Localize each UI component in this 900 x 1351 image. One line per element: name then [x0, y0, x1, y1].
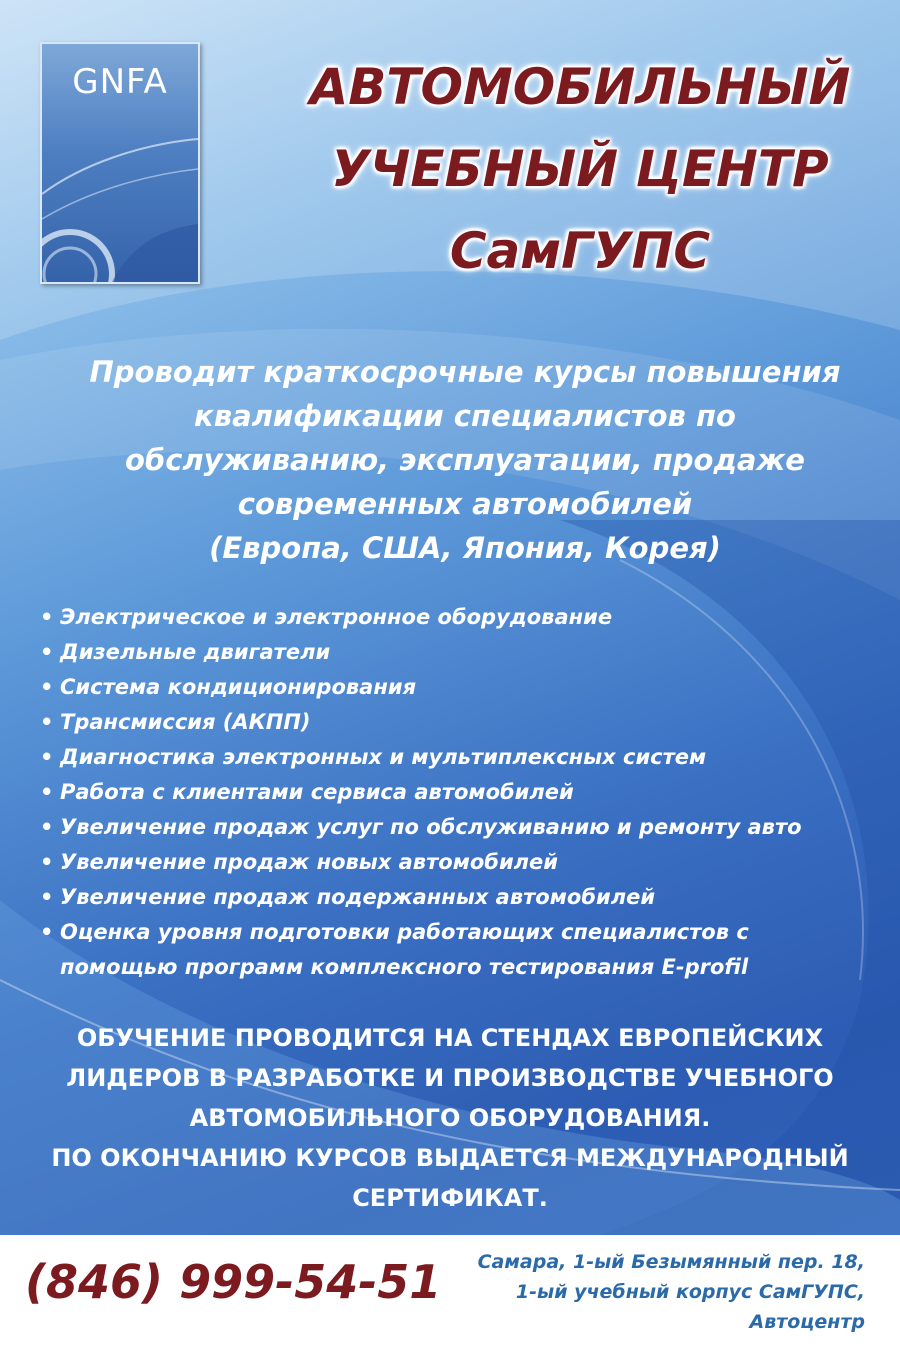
- training-line: СЕРТИФИКАТ.: [352, 1184, 548, 1212]
- list-item-label: Увеличение продаж новых автомобилей: [60, 850, 559, 874]
- list-item: [40, 915, 890, 985]
- address-line: 1-ый учебный корпус СамГУПС,: [515, 1281, 865, 1303]
- training-line: АВТОМОБИЛЬНОГО ОБОРУДОВАНИЯ.: [189, 1104, 711, 1132]
- bullet-icon: •: [40, 920, 54, 944]
- course-list: [40, 600, 890, 985]
- logo-text: GNFA: [72, 62, 168, 102]
- title-line-2: УЧЕБНЫЙ ЦЕНТР: [331, 140, 829, 198]
- list-item-label: Работа с клиентами сервиса автомобилей: [60, 780, 574, 804]
- bullet-icon: •: [40, 675, 54, 699]
- bullet-icon: •: [40, 850, 54, 874]
- intro-line: (Европа, США, Япония, Корея): [209, 531, 721, 565]
- address: [478, 1247, 865, 1337]
- gnfa-logo: [40, 42, 200, 284]
- list-item-label: Система кондиционирования: [60, 675, 417, 699]
- list-item-label: Оценка уровня подготовки работающих специалистов с помощью программ комплексного тестирования E-profil: [60, 920, 749, 979]
- training-notice: [0, 1018, 900, 1218]
- list-item-label: Трансмиссия (АКПП): [60, 710, 311, 734]
- list-item: [40, 705, 890, 740]
- list-item: [40, 845, 890, 880]
- intro-line: Проводит краткосрочные курсы повышения: [89, 355, 841, 389]
- title-line-1: АВТОМОБИЛЬНЫЙ: [309, 58, 851, 116]
- bullet-icon: •: [40, 605, 54, 629]
- address-line: Самара, 1-ый Безымянный пер. 18,: [477, 1251, 865, 1273]
- list-item: [40, 600, 890, 635]
- training-line: ПО ОКОНЧАНИЮ КУРСОВ ВЫДАЕТСЯ МЕЖДУНАРОДНЫЙ: [51, 1144, 849, 1172]
- footer: [0, 1235, 900, 1351]
- title-line-3: СамГУПС: [449, 222, 711, 280]
- list-item-label: Увеличение продаж подержанных автомобилей: [60, 885, 656, 909]
- address-line: Автоцентр: [749, 1311, 865, 1333]
- training-line: ОБУЧЕНИЕ ПРОВОДИТСЯ НА СТЕНДАХ ЕВРОПЕЙСКИХ: [76, 1024, 824, 1052]
- list-item: [40, 635, 890, 670]
- bullet-icon: •: [40, 815, 54, 839]
- list-item: [40, 740, 890, 775]
- list-item: [40, 670, 890, 705]
- bullet-icon: •: [40, 885, 54, 909]
- bullet-icon: •: [40, 780, 54, 804]
- bullet-icon: •: [40, 710, 54, 734]
- list-item: [40, 880, 890, 915]
- bullet-icon: •: [40, 745, 54, 769]
- list-item: [40, 810, 890, 845]
- training-line: ЛИДЕРОВ В РАЗРАБОТКЕ И ПРОИЗВОДСТВЕ УЧЕБНОГО: [66, 1064, 834, 1092]
- list-item-label: Увеличение продаж услуг по обслуживанию и ремонту авто: [60, 815, 802, 839]
- list-item: [40, 775, 890, 810]
- intro-line: квалификации специалистов по: [194, 399, 736, 433]
- list-item-label: Дизельные двигатели: [60, 640, 331, 664]
- phone-number[interactable]: (846) 999-54-51: [25, 1255, 442, 1309]
- list-item-label: Диагностика электронных и мультиплексных систем: [60, 745, 707, 769]
- intro-line: обслуживанию, эксплуатации, продаже: [125, 443, 805, 477]
- bullet-icon: •: [40, 640, 54, 664]
- intro-line: современных автомобилей: [237, 487, 693, 521]
- list-item-label: Электрическое и электронное оборудование: [60, 605, 613, 629]
- intro-text: [30, 350, 900, 570]
